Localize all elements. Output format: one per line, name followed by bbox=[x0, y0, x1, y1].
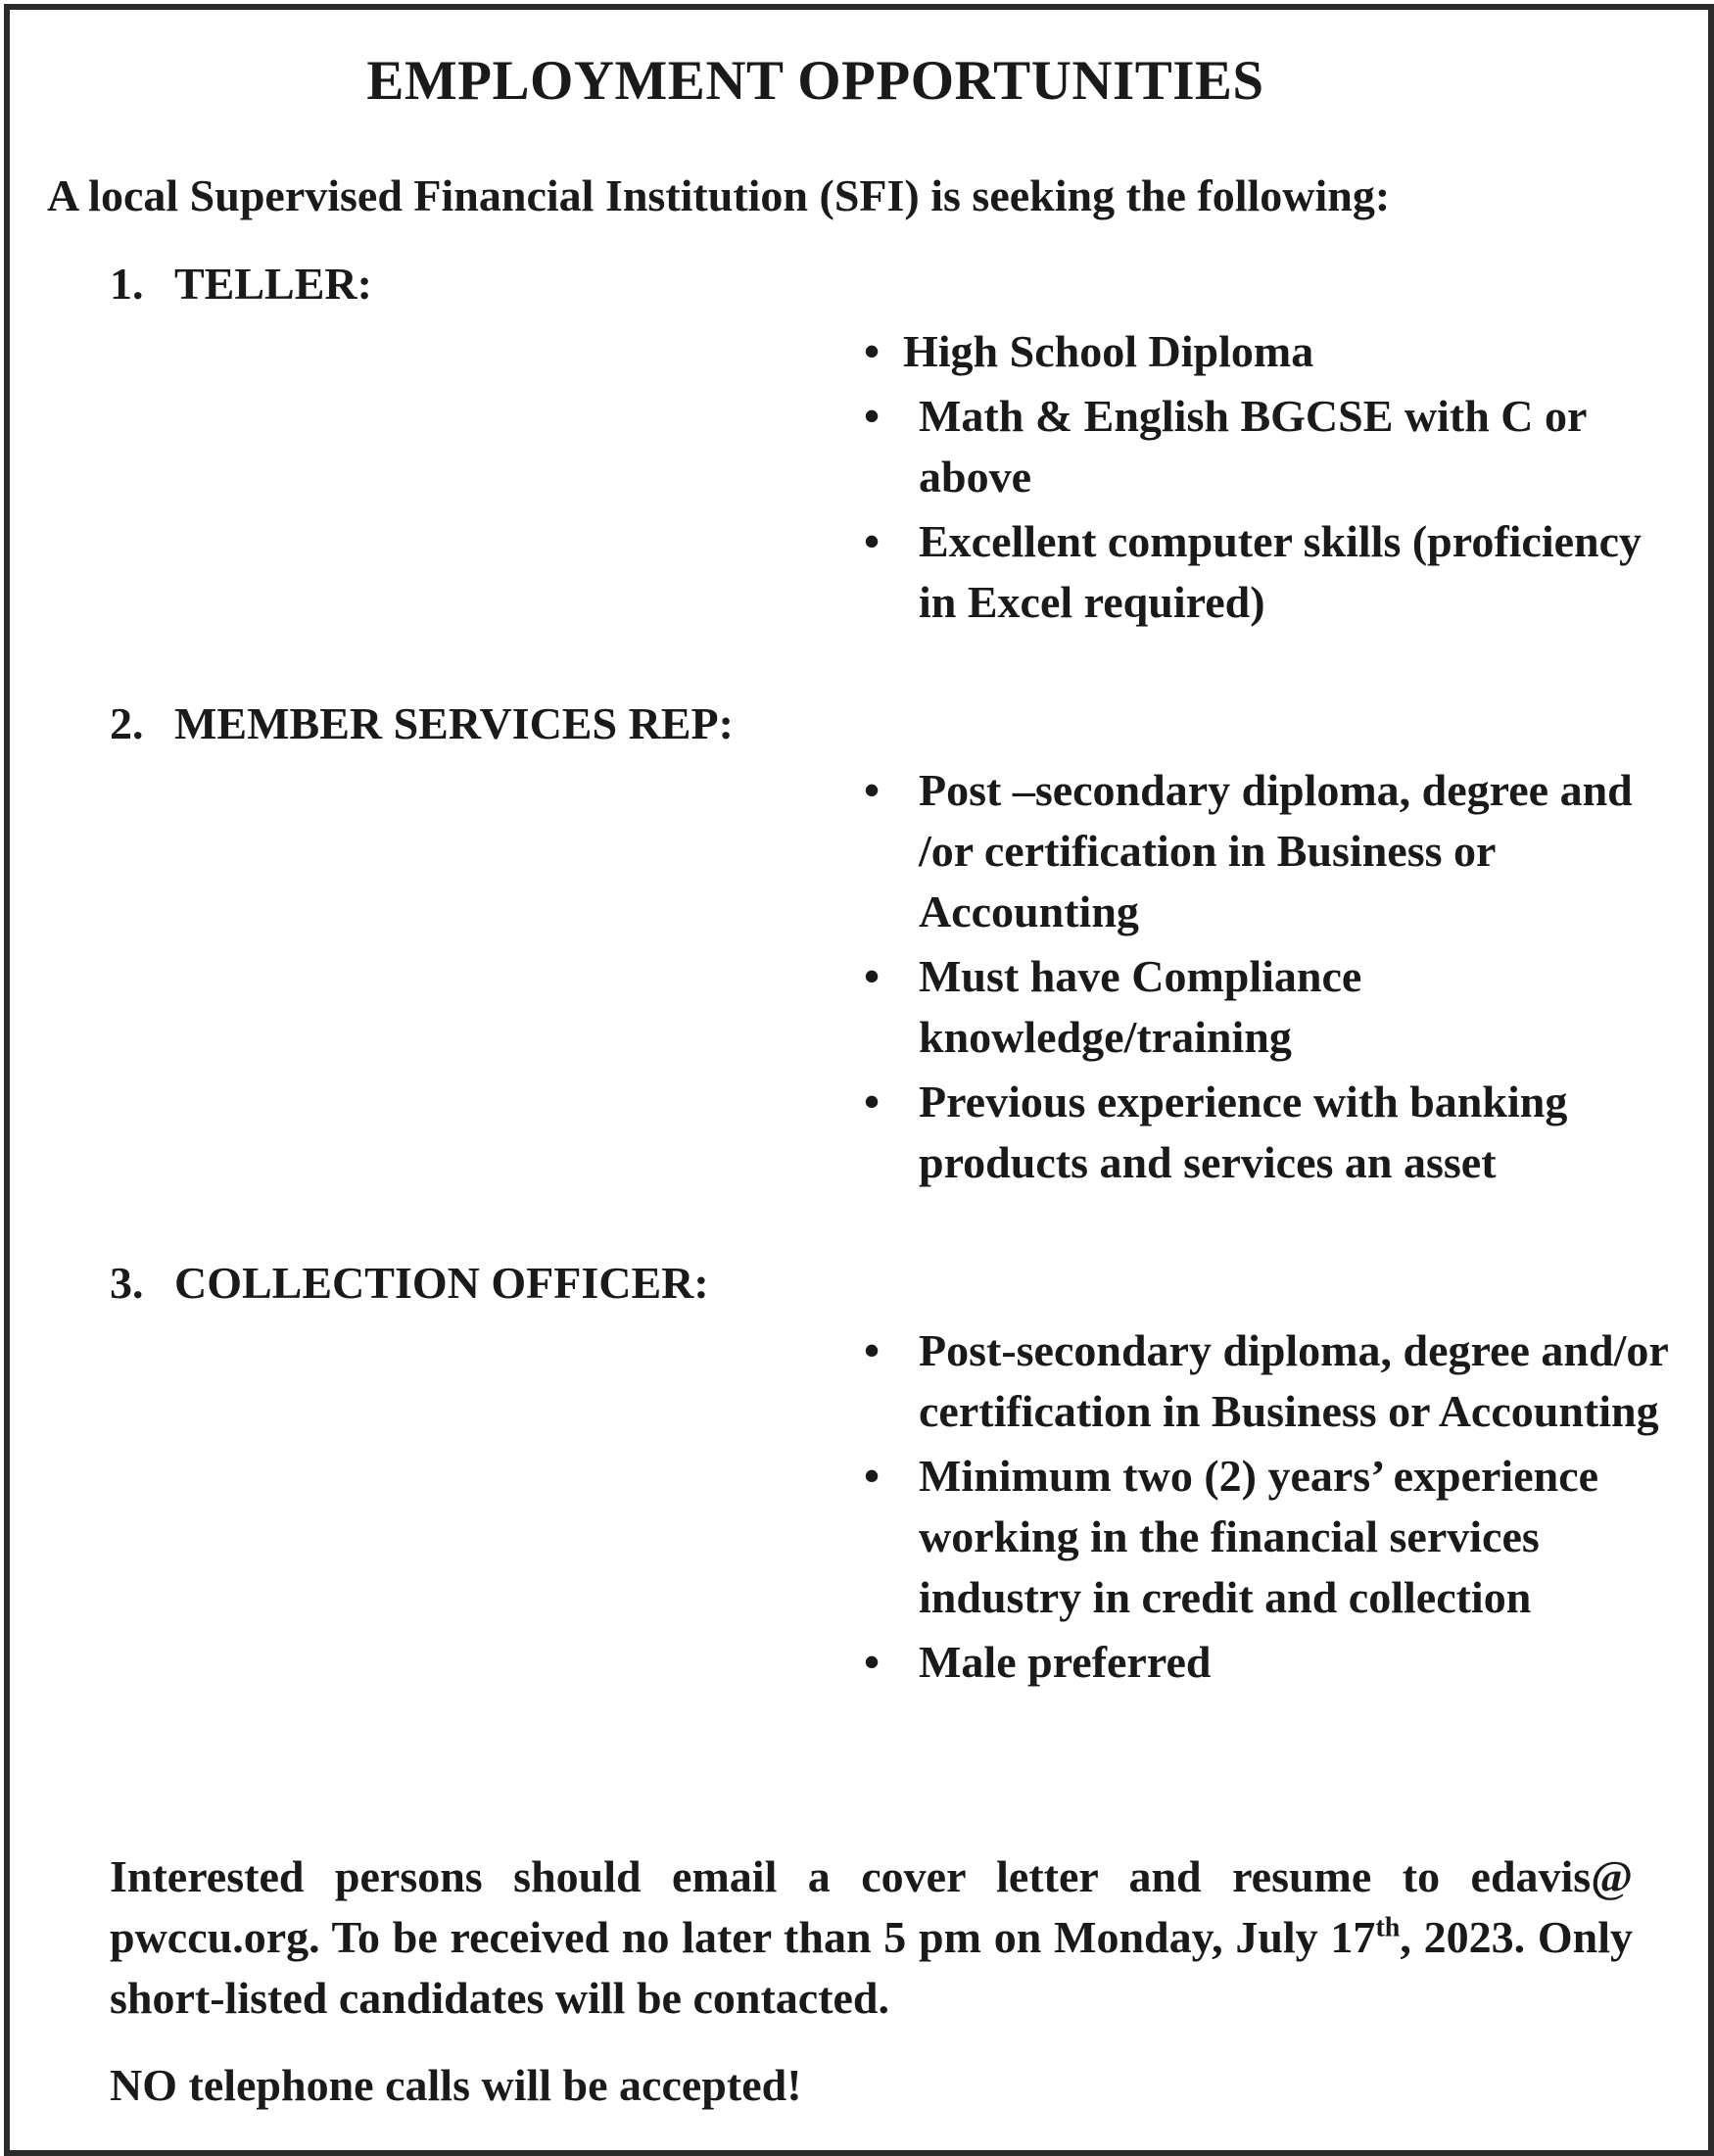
job-heading-collection-officer bbox=[110, 1254, 709, 1313]
apply-paragraph bbox=[110, 1846, 1633, 2029]
requirement-text: Post-secondary diploma, degree and/or certification in Business or Accounting bbox=[919, 1325, 1668, 1436]
ordinal-suffix: th bbox=[1375, 1912, 1401, 1943]
apply-text-part2: , 2023. Only short-listed candidates will be contacted. bbox=[110, 1912, 1633, 2023]
list-item bbox=[842, 321, 1685, 382]
teller-requirements bbox=[842, 321, 1685, 637]
job-number: 1. bbox=[110, 259, 144, 309]
bullet-icon: • bbox=[863, 951, 881, 1001]
bullet-icon: • bbox=[863, 326, 881, 376]
page-title: EMPLOYMENT OPPORTUNITIES bbox=[366, 50, 1264, 112]
bullet-icon: • bbox=[863, 1077, 881, 1126]
requirement-text: Male preferred bbox=[919, 1637, 1212, 1687]
bullet-icon: • bbox=[863, 765, 881, 815]
bullet-icon: • bbox=[863, 391, 881, 441]
list-item bbox=[842, 1632, 1685, 1693]
requirement-text: Excellent computer skills (proficiency in Excel required) bbox=[919, 516, 1643, 627]
bullet-icon: • bbox=[863, 1451, 881, 1501]
list-item bbox=[842, 1072, 1685, 1193]
collection-officer-requirements bbox=[842, 1320, 1685, 1697]
job-number: 3. bbox=[110, 1258, 144, 1308]
list-item bbox=[842, 511, 1685, 633]
requirement-text: High School Diploma bbox=[903, 326, 1314, 376]
list-item bbox=[842, 1320, 1685, 1442]
list-item bbox=[842, 946, 1685, 1068]
job-heading-member-services-rep bbox=[110, 695, 734, 753]
list-item bbox=[842, 386, 1685, 507]
requirement-text: Post –secondary diploma, degree and /or certification in Business or Accounting bbox=[919, 765, 1633, 936]
requirement-text: Must have Compliance knowledge/training bbox=[919, 951, 1362, 1062]
no-calls-notice bbox=[110, 2055, 1633, 2116]
bullet-icon: • bbox=[863, 1637, 881, 1687]
job-title: TELLER: bbox=[174, 259, 372, 309]
no-calls-text: NO telephone calls will be accepted! bbox=[110, 2060, 802, 2110]
requirement-text: Math & English BGCSE with C or above bbox=[919, 391, 1587, 502]
apply-text-part1: Interested persons should email a cover letter and resume to edavis@ pwccu.org. To be received no later than 5 pm on Monday, July 17 bbox=[110, 1851, 1633, 1962]
intro-text: A local Supervised Financial Institution (SFI) is seeking the following: bbox=[47, 170, 1391, 220]
job-number: 2. bbox=[110, 698, 144, 748]
job-title: COLLECTION OFFICER: bbox=[174, 1258, 709, 1308]
list-item bbox=[842, 760, 1685, 942]
bullet-icon: • bbox=[863, 1325, 881, 1375]
list-item bbox=[842, 1446, 1685, 1628]
bullet-icon: • bbox=[863, 516, 881, 566]
requirement-text: Minimum two (2) years’ experience working in the financial services industry in credit and collection bbox=[919, 1451, 1599, 1622]
job-title: MEMBER SERVICES REP: bbox=[174, 698, 734, 748]
job-heading-teller bbox=[110, 255, 372, 313]
requirement-text: Previous experience with banking products and services an asset bbox=[919, 1077, 1568, 1187]
application-instructions bbox=[110, 1846, 1633, 2029]
member-services-requirements bbox=[842, 760, 1685, 1197]
